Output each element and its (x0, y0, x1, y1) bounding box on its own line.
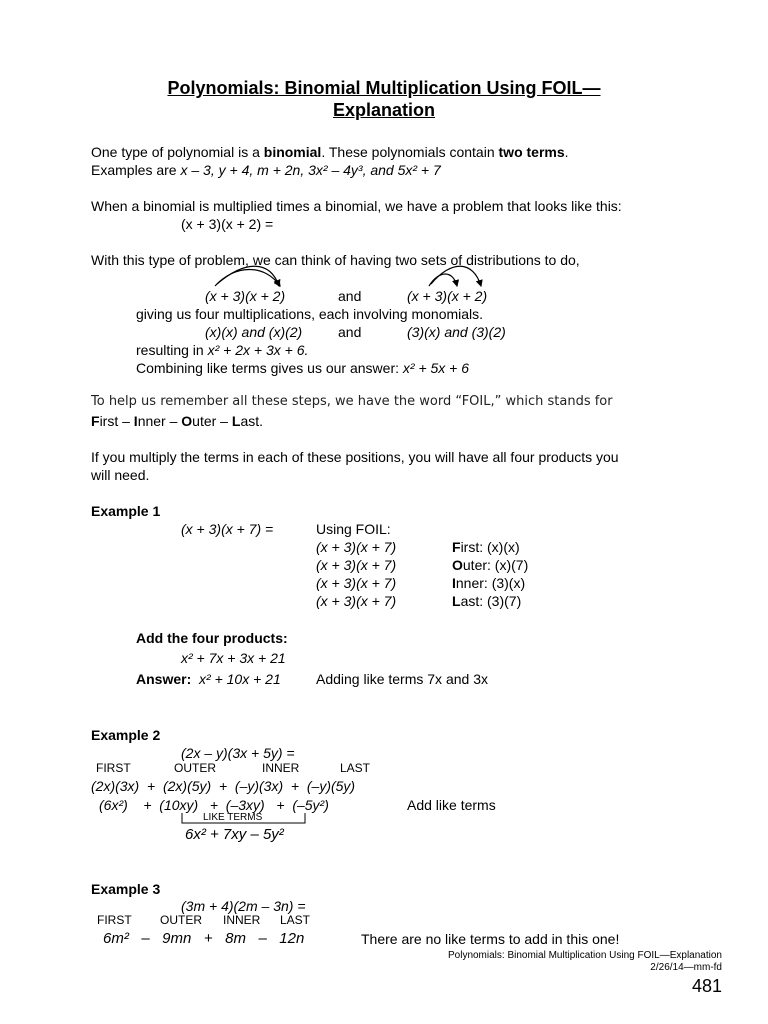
page-title: Polynomials: Binomial Multiplication Using FOIL— (167, 78, 601, 98)
distribution-expr-left: (x + 3)(x + 2) (205, 288, 286, 304)
distribution-sentence: With this type of problem, we can think of having two sets of distributions to do, (91, 252, 580, 268)
monomials-left: (x)(x) and (x)(2) (205, 324, 303, 340)
example2-result: 6x² + 7xy – 5y² (185, 826, 284, 843)
page-title-line2: Explanation (332, 100, 435, 120)
example1-row-expr: (x + 3)(x + 7) (316, 539, 397, 555)
footer-date: 2/26/14—mm-fd (650, 962, 722, 973)
example1-row-expr: (x + 3)(x + 7) (316, 593, 397, 609)
example3-label-outer: OUTER (160, 913, 202, 927)
distribution-arrows (205, 266, 495, 290)
foil-sentence: To help us remember all these steps, we have the word “FOIL,” which stands for (91, 394, 613, 409)
example3-label-first: FIRST (97, 913, 132, 927)
example2-heading: Example 2 (91, 727, 161, 743)
example1-using: Using FOIL: (316, 521, 391, 537)
example2-label-first: FIRST (96, 761, 131, 775)
example1-row-label: Outer: (x)(7) (452, 557, 529, 573)
resulting-line: resulting in x² + 2x + 3x + 6. (136, 342, 309, 358)
multiply-sentence-2: will need. (91, 467, 150, 483)
giving-sentence: giving us four multiplications, each involving monomials. (136, 306, 484, 322)
example1-row-expr: (x + 3)(x + 7) (316, 575, 397, 591)
intro-sentence: One type of polynomial is a binomial. These polynomials contain two terms. (91, 144, 569, 160)
distribution-expr-right: (x + 3)(x + 2) (407, 288, 488, 304)
distribution-and-1: and (338, 288, 362, 304)
example3-label-inner: INNER (223, 913, 261, 927)
example2-add-like: Add like terms (407, 797, 496, 813)
example3-label-last: LAST (280, 913, 311, 927)
foil-definition: First – Inner – Outer – Last. (91, 413, 264, 429)
example1-heading: Example 1 (91, 503, 161, 519)
example3-heading: Example 3 (91, 881, 161, 897)
example2-terms: (6x²) + (10xy) + (–3xy) + (–5y²) (99, 797, 329, 813)
combining-line: Combining like terms gives us our answer: x² + 5x + 6 (136, 360, 470, 376)
example1-row-label: Inner: (3)(x) (452, 575, 526, 591)
arrow-3-to-x (429, 274, 457, 286)
page-number: 481 (691, 976, 722, 996)
binomial-problem: (x + 3)(x + 2) = (181, 216, 274, 232)
monomials-right: (3)(x) and (3)(2) (407, 324, 506, 340)
example1-row-expr: (x + 3)(x + 7) (316, 557, 397, 573)
example1-sum: x² + 7x + 3x + 21 (181, 650, 286, 666)
example3-note: There are no like terms to add in this one! (361, 931, 620, 947)
multiply-sentence-1: If you multiply the terms in each of these positions, you will have all four products you (91, 449, 619, 465)
example2-products: (2x)(3x) + (2x)(5y) + (–y)(3x) + (–y)(5y) (91, 778, 356, 794)
example1-note: Adding like terms 7x and 3x (316, 671, 488, 687)
example1-add-heading: Add the four products: (136, 630, 288, 646)
example2-label-last: LAST (340, 761, 371, 775)
intro-examples: Examples are x – 3, y + 4, m + 2n, 3x² – 4y³, and 5x² + 7 (91, 162, 441, 178)
example1-answer: Answer: x² + 10x + 21 (136, 671, 281, 687)
footer-title: Polynomials: Binomial Multiplication Using FOIL—Explanation (447, 950, 722, 961)
example2-problem: (2x – y)(3x + 5y) = (181, 745, 295, 761)
example2-label-outer: OUTER (174, 761, 216, 775)
example3-result: 6m² – 9mn + 8m – 12n (103, 930, 305, 947)
example1-row-label: Last: (3)(7) (452, 593, 522, 609)
binomial-sentence: When a binomial is multiplied times a binomial, we have a problem that looks like this: (91, 198, 622, 214)
example2-like-terms: LIKE TERMS (203, 812, 263, 823)
distribution-and-2: and (338, 324, 362, 340)
example3-problem: (3m + 4)(2m – 3n) = (181, 898, 306, 914)
example1-row-label: First: (x)(x) (452, 539, 520, 555)
example1-problem: (x + 3)(x + 7) = (181, 521, 274, 537)
example2-label-inner: INNER (262, 761, 300, 775)
